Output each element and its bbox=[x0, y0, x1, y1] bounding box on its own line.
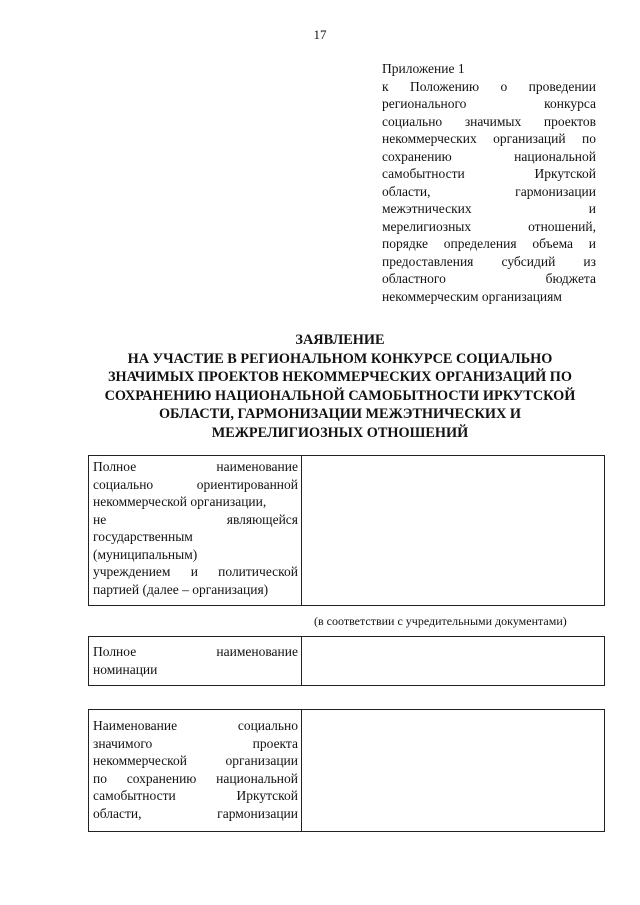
title-line: ЗАЯВЛЕНИЕ bbox=[295, 332, 385, 348]
organization-name-label: Полное наименование социально ориентированной некоммерческой организации, не являющейся государственным (муниципальным) учреждением и политической партией (далее – организация) bbox=[89, 456, 302, 606]
appendix-line: самобытности Иркутской bbox=[382, 166, 596, 181]
document-title bbox=[60, 331, 620, 442]
organization-name-table bbox=[88, 455, 605, 606]
appendix-line: областного бюджета bbox=[382, 271, 596, 286]
nomination-value[interactable] bbox=[302, 637, 605, 686]
appendix-line: порядке определения объема и bbox=[382, 236, 596, 251]
page-number: 17 bbox=[313, 27, 327, 42]
project-name-label: Наименование социально значимого проекта некоммерческой организации по сохранению национальной самобытности Иркутской области, гармонизации bbox=[89, 710, 302, 832]
project-name-value[interactable] bbox=[302, 710, 605, 832]
appendix-line: предоставления субсидий из bbox=[382, 253, 596, 269]
title-line: НА УЧАСТИЕ В РЕГИОНАЛЬНОМ КОНКУРСЕ СОЦИАЛЬНО bbox=[127, 350, 553, 367]
appendix-line: области, гармонизации bbox=[382, 183, 596, 199]
appendix-block bbox=[382, 60, 596, 305]
appendix-line: мерелигиозных отношений, bbox=[382, 218, 596, 234]
appendix-line: регионального конкурса bbox=[382, 96, 596, 111]
appendix-line: сохранению национальной bbox=[382, 148, 596, 164]
title-line: ОБЛАСТИ, ГАРМОНИЗАЦИИ МЕЖЭТНИЧЕСКИХ И bbox=[158, 406, 522, 422]
title-line: СОХРАНЕНИЮ НАЦИОНАЛЬНОЙ САМОБЫТНОСТИ ИРКУТСКОЙ bbox=[104, 387, 576, 404]
title-line: ЗНАЧИМЫХ ПРОЕКТОВ НЕКОММЕРЧЕСКИХ ОРГАНИЗАЦИЙ ПО bbox=[107, 369, 573, 385]
organization-name-note: (в соответствии с учредительными документами) bbox=[314, 614, 567, 628]
organization-name-value[interactable] bbox=[302, 456, 605, 606]
appendix-line: некоммерческим организациям bbox=[382, 288, 562, 304]
appendix-title: Приложение 1 bbox=[382, 61, 465, 76]
nomination-label: Полное наименование номинации bbox=[89, 637, 302, 686]
project-name-table bbox=[88, 709, 605, 832]
nomination-table bbox=[88, 636, 605, 686]
appendix-line: к Положению о проведении bbox=[382, 78, 596, 94]
appendix-line: некоммерческих организаций по bbox=[382, 131, 596, 146]
appendix-line: социально значимых проектов bbox=[382, 113, 596, 129]
title-line: МЕЖРЕЛИГИОЗНЫХ ОТНОШЕНИЙ bbox=[211, 424, 469, 441]
appendix-line: межэтнических и bbox=[382, 201, 596, 216]
